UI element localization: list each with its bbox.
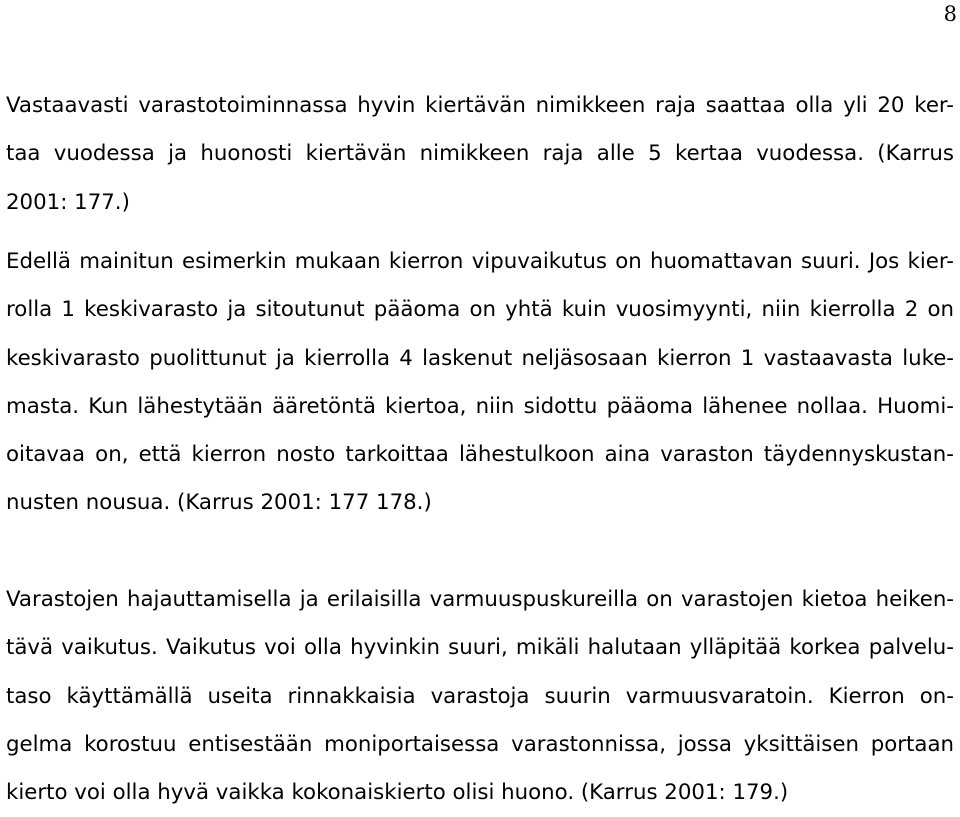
text-line: tävä vaikutus. Vaikutus voi olla hyvinkin suuri, mikäli halutaan ylläpitää korkea palvelu- bbox=[6, 635, 954, 661]
paragraph-turnover-leverage bbox=[6, 238, 954, 528]
text-line: rolla 1 keskivarasto ja sitoutunut pääoma on yhtä kuin vuosimyynti, niin kierrolla 2 on bbox=[6, 297, 954, 323]
text-line: masta. Kun lähestytään ääretöntä kiertoa, niin sidottu pääoma lähenee nollaa. Huomi- bbox=[6, 393, 954, 419]
text-line: oitavaa on, että kierron nosto tarkoittaa lähestulkoon aina varaston täydennyskustan- bbox=[6, 442, 954, 468]
text-line: kierto voi olla hyvä vaikka kokonaiskierto olisi huono. (Karrus 2001: 179.) bbox=[6, 780, 789, 806]
text-line: 2001: 177.) bbox=[6, 189, 130, 215]
text-line: nusten nousua. (Karrus 2001: 177 178.) bbox=[6, 490, 432, 516]
text-line: Edellä mainitun esimerkin mukaan kierron vipuvaikutus on huomattavan suuri. Jos kier- bbox=[6, 249, 954, 274]
text-line: gelma korostuu entisestään moniportaisessa varastonnissa, jossa yksittäisen portaan bbox=[6, 731, 954, 757]
text-line: Varastojen hajauttamisella ja erilaisilla varmuuspuskureilla on varastojen kietoa heiken- bbox=[6, 587, 954, 612]
text-line: keskivarasto puolittunut ja kierrolla 4 laskenut neljäsosaan kierron 1 vastaavasta luke- bbox=[6, 345, 954, 371]
text-line: Vastaavasti varastotoiminnassa hyvin kiertävän nimikkeen raja saattaa olla yli 20 ker- bbox=[6, 93, 954, 118]
text-line: taso käyttämällä useita rinnakkaisia varastoja suurin varmuusvaratoin. Kierron on- bbox=[6, 683, 954, 709]
paragraph-decentralized-warehouses bbox=[6, 576, 954, 817]
paragraph-inventory-turnover-limits bbox=[6, 82, 954, 227]
page-number: 8 bbox=[943, 2, 957, 26]
text-line: taa vuodessa ja huonosti kiertävän nimikkeen raja alle 5 kertaa vuodessa. (Karrus bbox=[6, 141, 954, 167]
